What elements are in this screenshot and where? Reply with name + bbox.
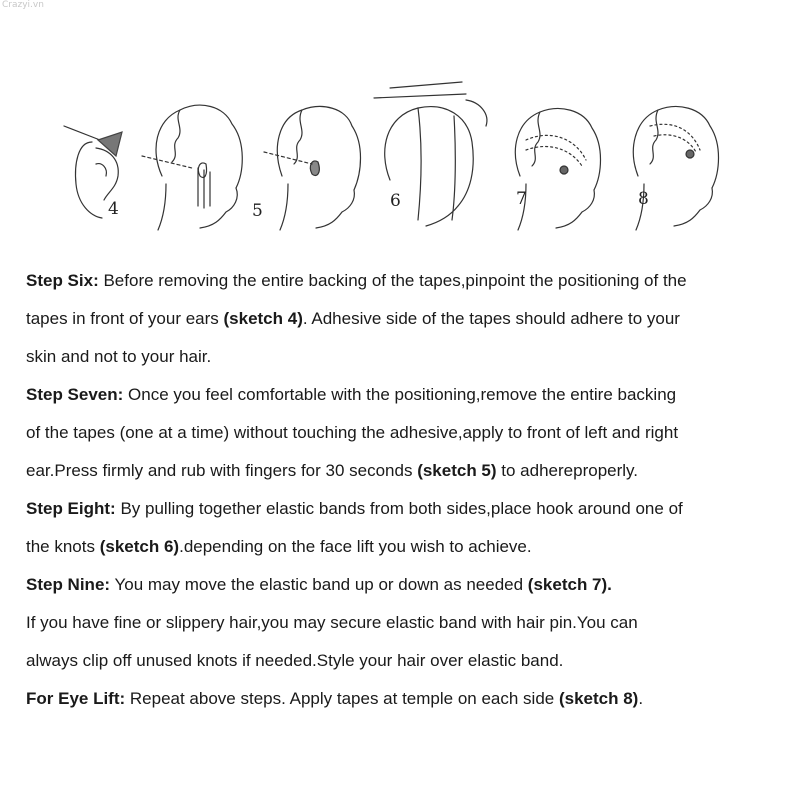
step-line: [26, 604, 786, 642]
step-heading: Step Eight:: [26, 499, 116, 518]
step-text: always clip off unused knots if needed.Style your hair over elastic band.: [26, 651, 564, 670]
sketch-label-6: 6: [390, 191, 401, 211]
step-line: [26, 642, 786, 680]
step-text: . Adhesive side of the tapes should adhere to your: [302, 309, 680, 328]
sketch-label-8: 8: [638, 189, 649, 209]
sketch-reference: (sketch 6): [99, 537, 180, 556]
step-text: skin and not to your hair.: [26, 347, 212, 366]
instruction-sketches: [50, 80, 750, 240]
sketch-5-head: [142, 105, 242, 230]
step-line: [26, 262, 786, 300]
step-text: ear.Press firmly and rub with fingers for 30 seconds: [26, 461, 418, 480]
step-heading: For Eye Lift:: [26, 689, 126, 708]
instruction-steps: [26, 262, 786, 718]
step-text: .depending on the face lift you wish to achieve.: [179, 537, 532, 556]
step-heading: Step Six:: [26, 271, 99, 290]
step-line: [26, 414, 786, 452]
step-line: [26, 452, 786, 490]
sketch-label-4: 4: [108, 199, 119, 219]
step-line: [26, 528, 786, 566]
step-text: If you have fine or slippery hair,you may secure elastic band with hair pin.You can: [26, 613, 638, 632]
step-text: Repeat above steps. Apply tapes at temple on each side: [125, 689, 559, 708]
step-text: You may move the elastic band up or down as needed: [110, 575, 528, 594]
step-text: .: [638, 689, 644, 708]
step-text: Before removing the entire backing of the tapes,pinpoint the positioning of the: [98, 271, 687, 290]
step-text: Once you feel comfortable with the positioning,remove the entire backing: [123, 385, 677, 404]
step-heading: Step Nine:: [26, 575, 111, 594]
step-line: [26, 680, 786, 718]
step-text: the knots: [26, 537, 100, 556]
sketch-strip: [50, 80, 750, 240]
step-text: to adhereproperly.: [496, 461, 638, 480]
step-line: [26, 338, 786, 376]
step-text: By pulling together elastic bands from both sides,place hook around one of: [115, 499, 683, 518]
sketch-7-head-band: [515, 109, 600, 230]
step-line: [26, 376, 786, 414]
step-line: [26, 300, 786, 338]
sketch-label-5: 5: [252, 201, 263, 221]
step-line: [26, 566, 786, 604]
watermark-text: Crazyi.vn: [2, 0, 44, 10]
sketch-reference: (sketch 8): [558, 689, 639, 708]
sketch-reference: (sketch 4): [223, 309, 303, 328]
sketch-reference: (sketch 5): [417, 461, 497, 480]
sketch-label-7: 7: [516, 189, 527, 209]
step-text: of the tapes (one at a time) without touching the adhesive,apply to front of left and right: [26, 423, 679, 442]
step-heading: Step Seven:: [26, 385, 124, 404]
sketch-reference: (sketch 7).: [527, 575, 612, 594]
sketch-5-ear-tape: [264, 107, 361, 230]
sketch-8-temple: [633, 107, 718, 230]
step-text: tapes in front of your ears: [26, 309, 224, 328]
step-line: [26, 490, 786, 528]
